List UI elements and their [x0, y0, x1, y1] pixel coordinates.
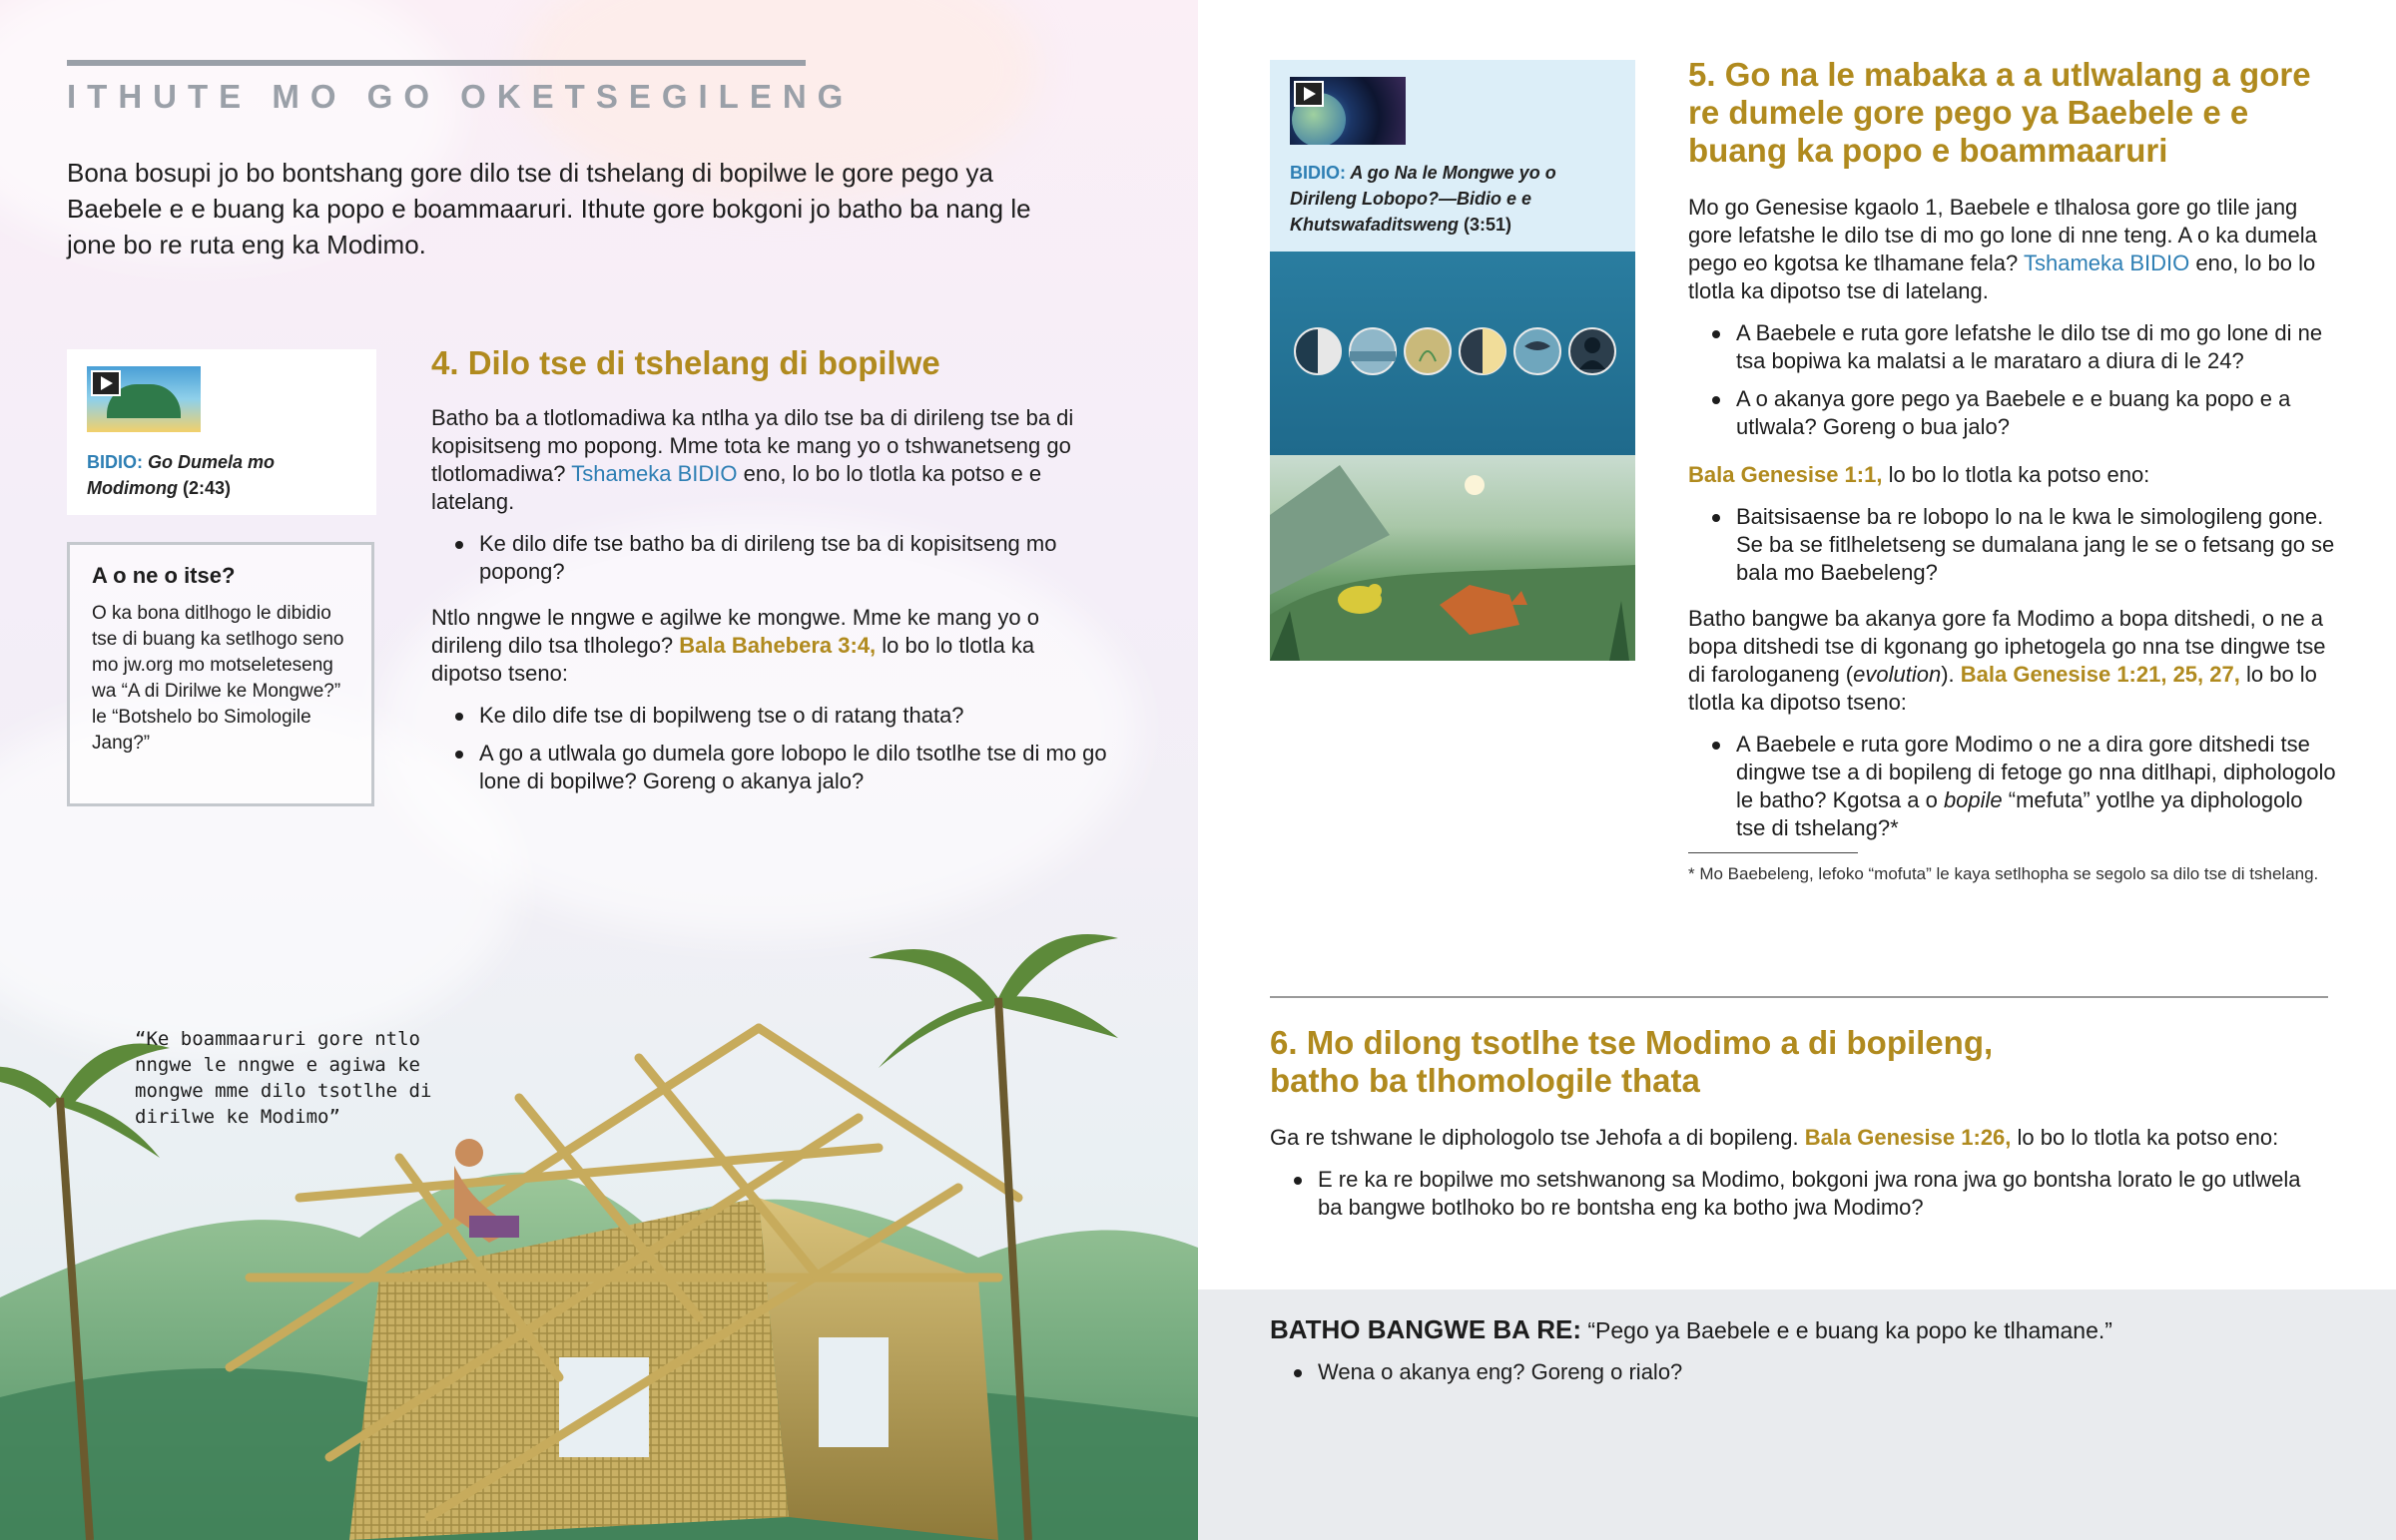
section-4-title: 4. Dilo tse di tshelang di bopilwe — [431, 344, 940, 381]
video-thumbnail[interactable] — [1290, 77, 1406, 145]
media-column — [1270, 60, 1635, 661]
video-thumbnail[interactable] — [87, 366, 201, 432]
footnote-rule — [1688, 852, 1858, 853]
some-say-questions — [1270, 1358, 2328, 1386]
did-you-know-box — [67, 542, 374, 806]
footnote: * Mo Baebeleng, lefoko “mofuta” le kaya setlhopha se segolo sa dilo tse di tshelang. — [1688, 864, 2319, 883]
video-card[interactable] — [67, 349, 376, 515]
section-5-paragraph-1: Mo go Genesise kgaolo 1, Baebele e tlhalosa gore go tlile jang gore lefatshe le dilo tse di mo go lone di nne teng. A o ka dumela pego eo kgotsa ke tlhamane fela? Tshameka BIDIO eno, lo bo lo tlotla ka dipotso tse di latelang. — [1688, 195, 2317, 303]
section-5 — [1688, 56, 2337, 885]
section-divider — [1270, 996, 2328, 998]
section-5-questions-3 — [1688, 731, 2337, 842]
illustration-hut-construction — [0, 898, 1198, 1540]
list-item: E re ka re bopilwe mo setshwanong sa Modimo, bokgoni jwa rona jwa go bontsha lorato le go utlwela ba bangwe botlhoko bo re bontsha eng ka botho jwa Modimo? — [1270, 1166, 2328, 1222]
creation-days-panel — [1270, 252, 1635, 455]
scripture-reference[interactable]: Bala Genesise 1:26, — [1804, 1125, 2012, 1150]
list-item: Baitsisaense ba re lobopo lo na le kwa le simologileng gone. Se ba se fitlheletseng se dumalana jang le se o fetsang go se bala mo Baebeleng? — [1688, 503, 2337, 587]
page-kicker: ITHUTE MO GO OKETSEGILENG — [67, 78, 855, 115]
section-5-questions-2 — [1688, 503, 2337, 587]
illustration-quote: “Ke boammaaruri gore ntlo nngwe le nngwe e agiwa ke mongwe mme dilo tsotlhe di dirilwe ke Modimo” — [135, 1028, 432, 1128]
section-5-title: 5. Go na le mabaka a a utlwalang a gore re dumele gore pego ya Baebele e e buang ka popo e boammaaruri — [1688, 56, 2311, 169]
section-5-paragraph-2: Bala Genesise 1:1, lo bo lo tlotla ka potso eno: — [1688, 462, 2150, 487]
video-caption[interactable]: BIDIO: A go Na le Mongwe yo o Dirileng Lobopo?—Bidio e e Khutswafaditsweng (3:51) — [1290, 163, 1556, 235]
sidebox-title: A o ne o itse? — [92, 563, 236, 588]
kicker-rule — [67, 60, 806, 66]
list-item: A Baebele e ruta gore lefatshe le dilo tse di mo go lone di ne tsa bopiwa ka malatsi a le marataro a diura di le 24? — [1688, 319, 2337, 375]
scripture-reference[interactable]: Bala Genesise 1:21, 25, 27, — [1960, 662, 2240, 687]
section-4 — [431, 344, 1110, 805]
creation-days-icons — [1270, 252, 1635, 455]
section-5-questions-1 — [1688, 319, 2337, 441]
section-4-questions-1 — [431, 530, 1110, 586]
section-5-paragraph-3: Batho bangwe ba akanya gore fa Modimo a bopa ditshedi, o ne a bopa ditshedi tse di kgonang go iphetogela go nna tse dingwe tse di farologaneng (evolution). Bala Genesise 1:21, 25, 27, lo bo lo tlotla ka dipotso tseno: — [1688, 606, 2326, 715]
scripture-reference[interactable]: Bala Bahebera 3:4, — [679, 633, 877, 658]
play-icon[interactable] — [91, 370, 121, 396]
sidebox-text: O ka bona ditlhogo le dibidio tse di buang ka setlhogo seno mo jw.org mo motseleteseng wa “A di Dirilwe ke Mongwe?” le “Botshelo bo Simologile Jang?” — [92, 603, 344, 754]
video-card[interactable] — [1270, 60, 1635, 252]
section-6-paragraph-1: Ga re tshwane le diphologolo tse Jehofa a di bopileng. Bala Genesise 1:26, lo bo lo tlotla ka potso eno: — [1270, 1125, 2279, 1150]
list-item: Ke dilo dife tse batho ba di dirileng tse ba di kopisitseng mo popong? — [431, 530, 1110, 586]
section-4-questions-2 — [431, 702, 1110, 795]
list-item: A go a utlwala go dumela gore lobopo le dilo tsotlhe tse di mo go lone di bopilwe? Goreng o akanya jalo? — [431, 740, 1110, 795]
section-6 — [1270, 1024, 2328, 1232]
landscape-fox-bird — [1270, 455, 1635, 661]
play-video-link[interactable]: Tshameka BIDIO — [2023, 251, 2190, 275]
play-icon[interactable] — [1294, 81, 1324, 107]
list-item: A Baebele e ruta gore Modimo o ne a dira gore ditshedi tse dingwe tse a di bopileng di fetoge go nna ditlhapi, diphologolo le batho? Kgotsa a o bopile “mefuta” yotlhe ya diphologolo tse di tshelang?* — [1688, 731, 2337, 842]
scripture-reference[interactable]: Bala Genesise 1:1, — [1688, 462, 1883, 487]
section-6-questions — [1270, 1166, 2328, 1222]
list-item: A o akanya gore pego ya Baebele e e buang ka popo e a utlwala? Goreng o bua jalo? — [1688, 385, 2337, 441]
list-item: Ke dilo dife tse di bopilweng tse o di ratang thata? — [431, 702, 1110, 730]
intro-paragraph: Bona bosupi jo bo bontshang gore dilo tse di tshelang di bopilwe le gore pego ya Baebele e e buang ka popo e boammaaruri. Ithute gore bokgoni jo batho ba nang le jone bo re ruta eng ka Modimo. — [67, 158, 1031, 259]
some-people-say-box — [1198, 1289, 2396, 1540]
list-item: Wena o akanya eng? Goreng o rialo? — [1270, 1358, 2328, 1386]
some-say-statement: BATHO BANGWE BA RE: “Pego ya Baebele e e buang ka popo ke tlhamane.” — [1270, 1314, 2112, 1344]
section-6-title: 6. Mo dilong tsotlhe tse Modimo a di bopileng, batho ba tlhomologile thata — [1270, 1024, 1994, 1099]
nature-illustration — [1270, 455, 1635, 661]
play-video-link[interactable]: Tshameka BIDIO — [571, 461, 738, 486]
section-4-paragraph-2: Ntlo nngwe le nngwe e agilwe ke mongwe. Mme ke mang yo o dirileng dilo tsa tlholego? Bala Bahebera 3:4, lo bo lo tlotla ka dipotso tseno: — [431, 605, 1039, 686]
section-4-paragraph-1: Batho ba a tlotlomadiwa ka ntlha ya dilo tse ba di dirileng tse ba di kopisitseng mo popong. Mme tota ke mang yo o tshwanetseng go tlotlomadiwa? Tshameka BIDIO eno, lo bo lo tlotla ka potso e e latelang. — [431, 405, 1074, 514]
video-caption[interactable]: BIDIO: Go Dumela mo Modimong (2:43) — [87, 452, 276, 498]
